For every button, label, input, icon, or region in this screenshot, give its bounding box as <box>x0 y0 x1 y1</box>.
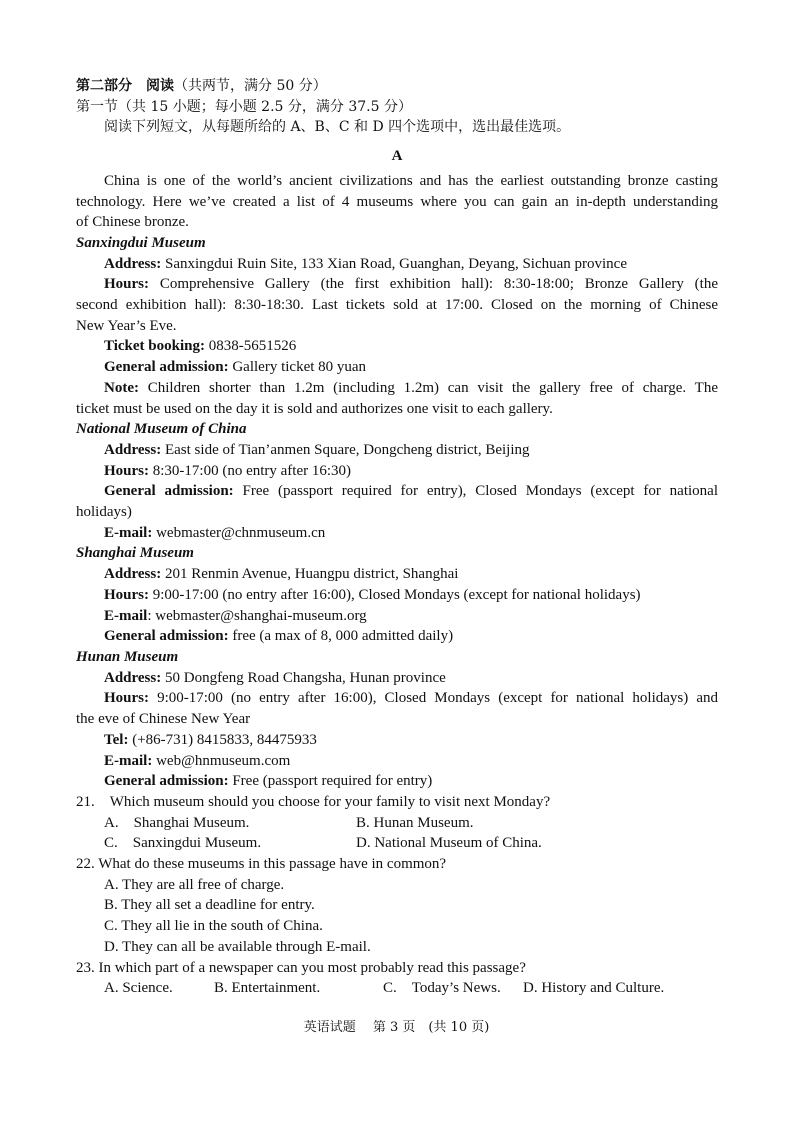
option-b: B. Entertainment. <box>214 980 321 997</box>
museum-tel: Tel: (+86-731) 8415833, 84475933 <box>104 731 317 748</box>
museum-admission: General admission: Free (passport required for entry) <box>104 773 433 790</box>
question-options <box>76 833 718 854</box>
museum-email: E-mail: web@hnmuseum.com <box>104 752 291 769</box>
museum-hours: Hours: 9:00-17:00 (no entry after 16:00), Closed Mondays (except for national holidays) <box>104 586 641 603</box>
option-b: B. They all set a deadline for entry. <box>104 897 315 914</box>
museum-note: Note: Children shorter than 1.2m (including 1.2m) can visit the gallery free of charge. The <box>104 379 718 396</box>
intro-line: technology. Here we’ve created a list of 4 museums where you can gain an in-depth understanding <box>76 193 718 210</box>
museum-hours: Hours: 9:00-17:00 (no entry after 16:00), Closed Mondays (except for national holidays) and <box>104 690 718 707</box>
museum-address: Address: Sanxingdui Ruin Site, 133 Xian Road, Guanghan, Deyang, Sichuan province <box>104 255 627 272</box>
museum-ticket: Ticket booking: 0838-5651526 <box>104 338 297 355</box>
intro-line: of Chinese bronze. <box>76 214 189 231</box>
option-c: C. Today’s News. <box>383 980 501 997</box>
museum-admission-cont: holidays) <box>76 504 132 521</box>
section-line: 第一节（共 15 小题；每小题 2.5 分，满分 37.5 分） <box>76 98 412 115</box>
museum-note-cont: ticket must be used on the day it is sold and authorizes one visit to each gallery. <box>76 400 553 417</box>
museum-name: Sanxingdui Museum <box>76 234 206 251</box>
option-d: D. They can all be available through E-mail. <box>104 938 371 955</box>
question-stem: 23. In which part of a newspaper can you most probably read this passage? <box>76 959 526 976</box>
museum-hours-cont: second exhibition hall): 8:30-18:30. Last tickets sold at 17:00. Closed on the morning of Chinese <box>76 297 718 314</box>
museum-hours: Hours: 8:30-17:00 (no entry after 16:30) <box>104 462 352 479</box>
option-a: A. They are all free of charge. <box>104 876 285 893</box>
instruction: 阅读下列短文，从每题所给的 A、B、C 和 D 四个选项中，选出最佳选项。 <box>104 119 571 136</box>
question-options <box>76 813 718 834</box>
museum-hours-cont: the eve of Chinese New Year <box>76 711 251 728</box>
museum-admission: General admission: Gallery ticket 80 yuan <box>104 359 367 376</box>
museum-name: Hunan Museum <box>76 648 179 665</box>
question-stem: 21. Which museum should you choose for your family to visit next Monday? <box>76 793 551 810</box>
exam-page <box>76 76 718 999</box>
museum-address: Address: East side of Tian’anmen Square, Dongcheng district, Beijing <box>104 441 530 458</box>
option-d: D. History and Culture. <box>523 980 665 997</box>
part-heading <box>76 76 718 97</box>
option-a: A. Science. <box>104 980 173 997</box>
museum-address: Address: 201 Renmin Avenue, Huangpu district, Shanghai <box>104 566 459 583</box>
museum-hours: Hours: Comprehensive Gallery (the first exhibition hall): 8:30-18:00; Bronze Gallery (the <box>104 276 718 293</box>
part-title: 第二部分 阅读 <box>76 78 174 94</box>
intro-line: China is one of the world’s ancient civilizations and has the earliest outstanding bronze casting <box>104 172 718 189</box>
museum-hours-cont: New Year’s Eve. <box>76 317 177 334</box>
question-stem: 22. What do these museums in this passage have in common? <box>76 856 447 873</box>
museum-admission: General admission: free (a max of 8, 000 admitted daily) <box>104 628 454 645</box>
museum-address: Address: 50 Dongfeng Road Changsha, Hunan province <box>104 669 446 686</box>
option-c: C. They all lie in the south of China. <box>104 918 323 935</box>
option-a: A. Shanghai Museum. <box>104 814 250 831</box>
passage-letter: A <box>391 148 403 165</box>
option-b: B. Hunan Museum. <box>356 814 474 831</box>
museum-name: National Museum of China <box>76 421 247 438</box>
option-c: C. Sanxingdui Museum. <box>104 835 262 852</box>
option-d: D. National Museum of China. <box>356 835 542 852</box>
museum-email: E-mail: webmaster@shanghai-museum.org <box>104 607 367 624</box>
museum-admission: General admission: Free (passport required for entry), Closed Mondays (except for national <box>104 483 718 500</box>
part-note: （共两节，满分 50 分） <box>174 78 327 94</box>
museum-name: Shanghai Museum <box>76 545 194 562</box>
page-footer: 英语试题 第 3 页 (共 10 页) <box>303 1020 490 1035</box>
question-options <box>76 978 718 999</box>
museum-email: E-mail: webmaster@chnmuseum.cn <box>104 524 326 541</box>
